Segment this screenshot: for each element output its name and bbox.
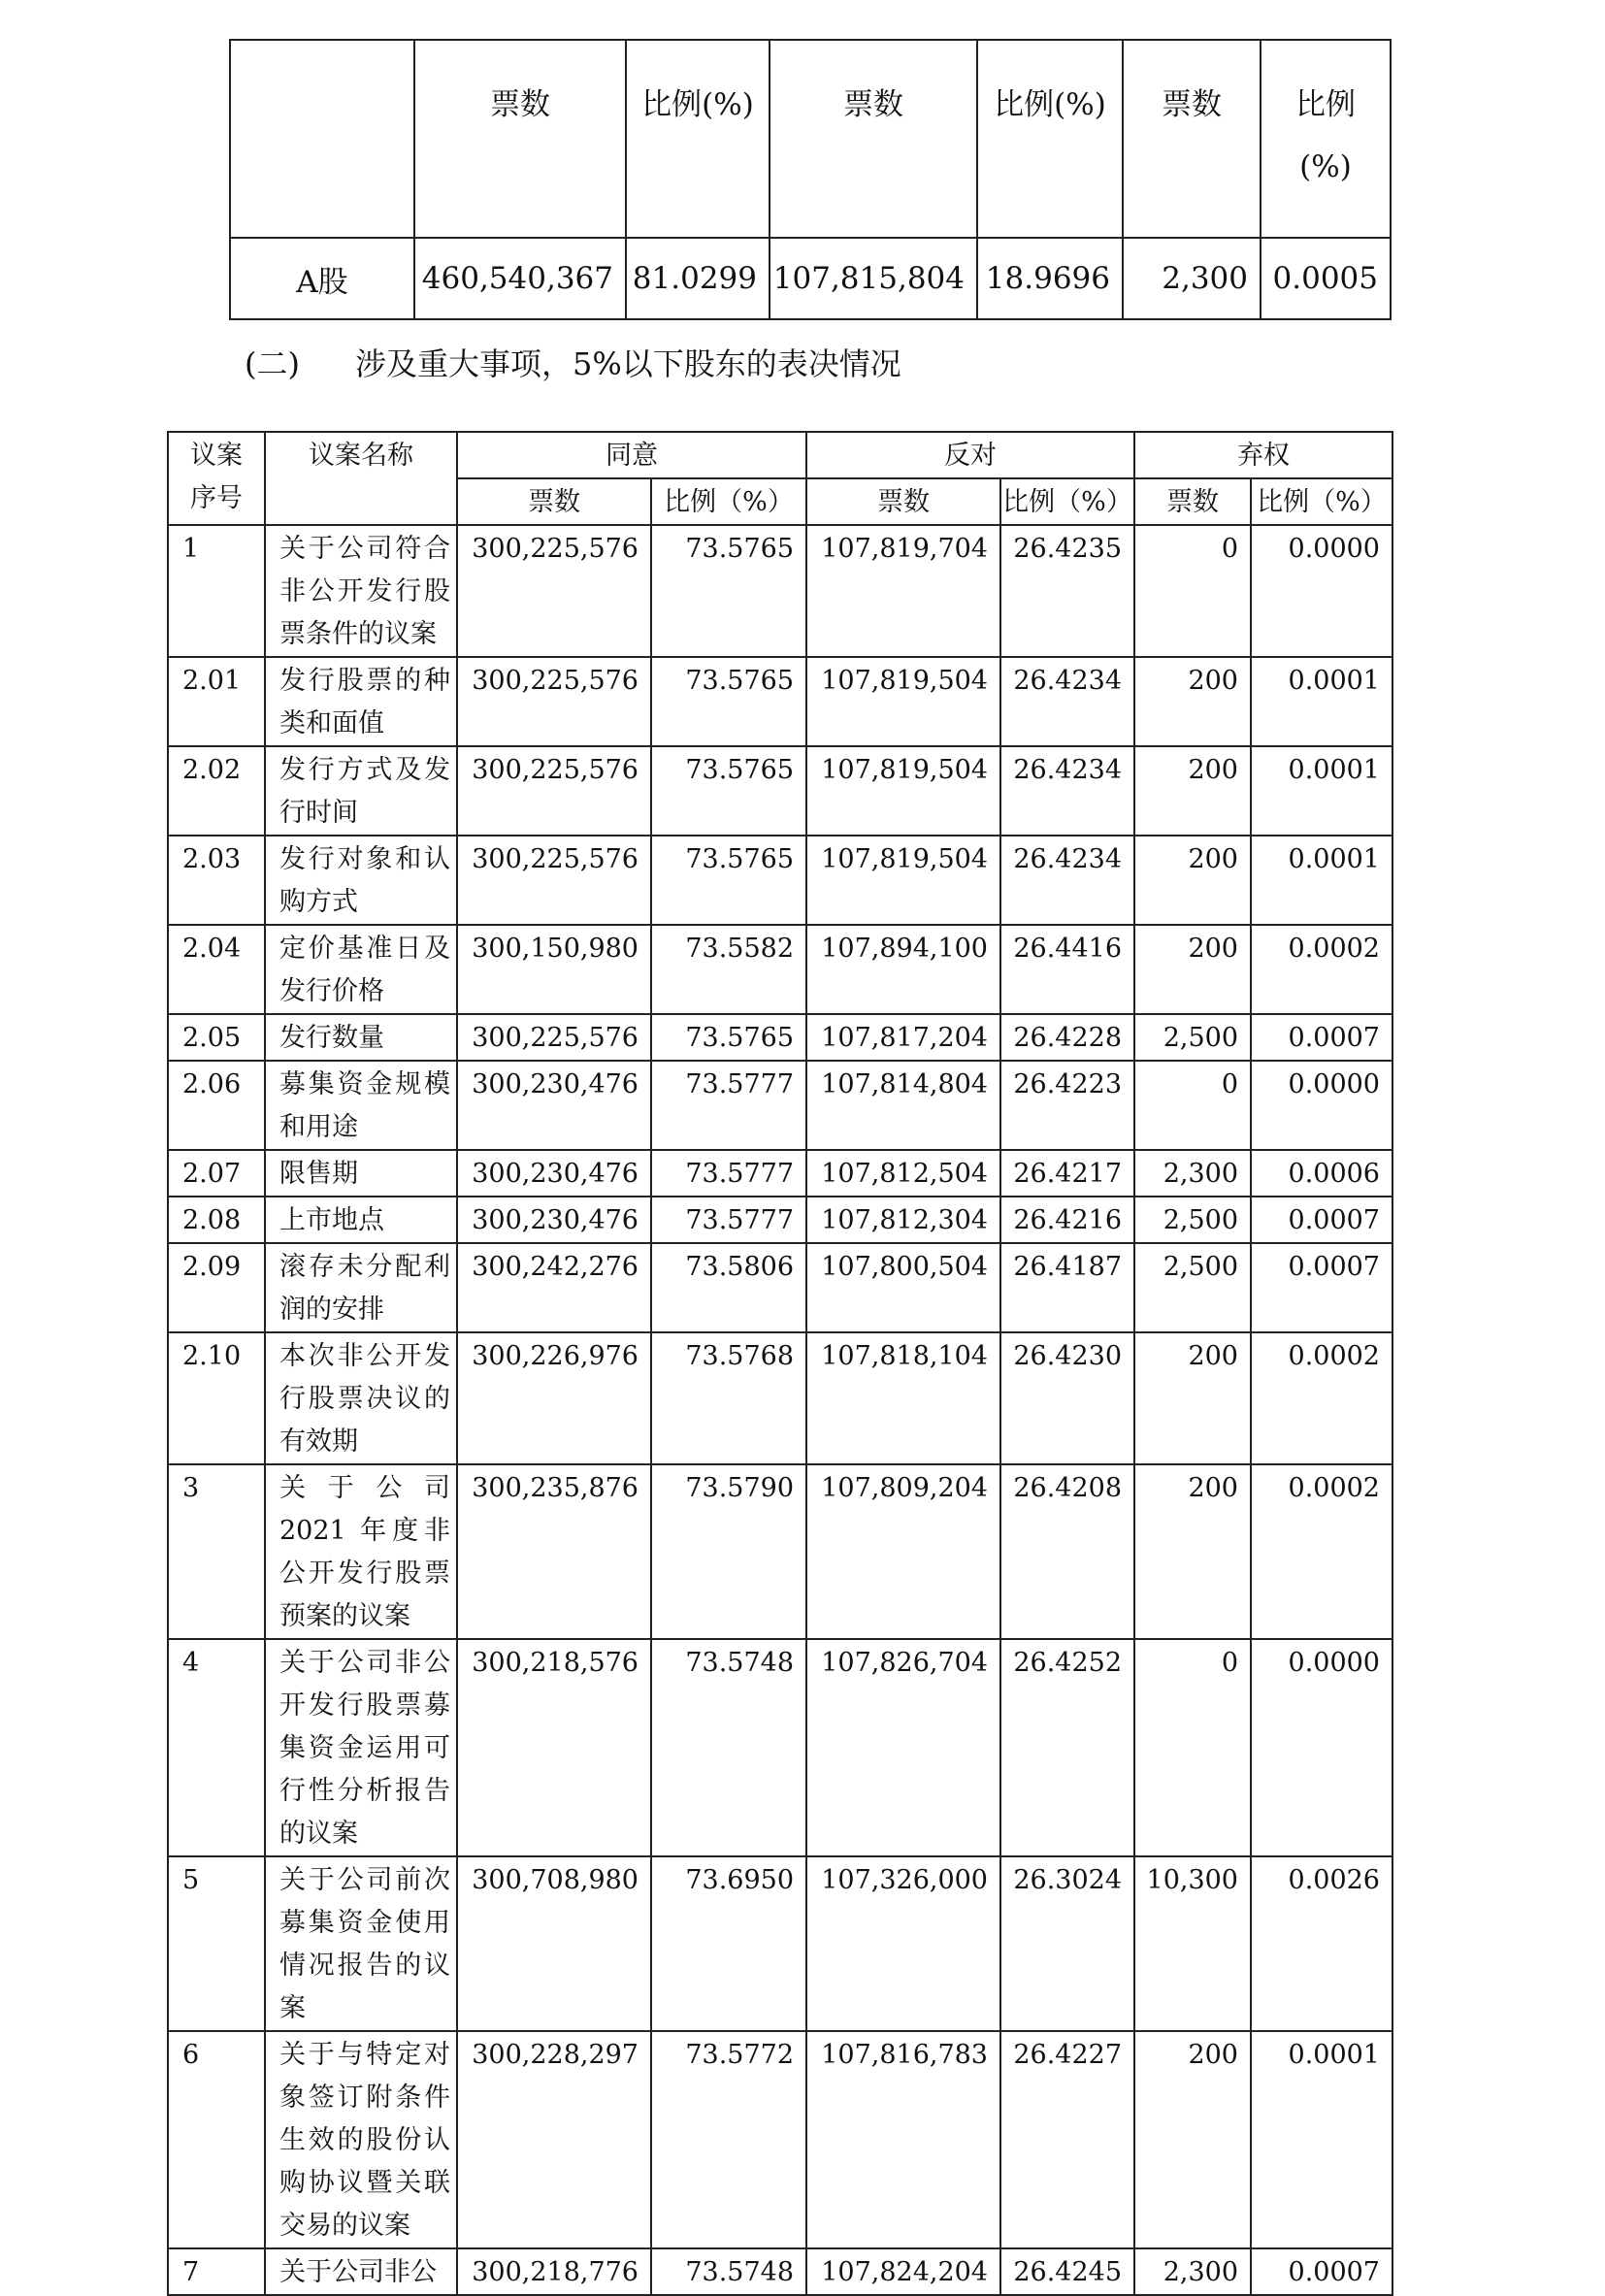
agree-votes: 300,150,980 bbox=[457, 925, 651, 1014]
abstain-votes: 200 bbox=[1134, 925, 1251, 1014]
abstain-votes: 200 bbox=[1134, 836, 1251, 925]
top-header-votes: 票数 bbox=[770, 40, 977, 238]
agree-votes: 300,225,576 bbox=[457, 836, 651, 925]
proposal-name: 关于与特定对象签订附条件生效的股份认购协议暨关联交易的议案 bbox=[265, 2031, 457, 2248]
sub-header-votes: 票数 bbox=[457, 478, 651, 525]
table-row bbox=[168, 746, 1392, 836]
oppose-votes: 107,894,100 bbox=[806, 925, 1000, 1014]
table-row bbox=[168, 1014, 1392, 1061]
abstain-votes: 200 bbox=[1134, 2031, 1251, 2248]
agree-ratio: 73.5768 bbox=[651, 1332, 806, 1464]
agree-votes: 300,708,980 bbox=[457, 1856, 651, 2031]
abstain-ratio: 0.0000 bbox=[1251, 1061, 1392, 1150]
oppose-votes: 107,819,504 bbox=[806, 657, 1000, 746]
cell: 81.0299 bbox=[626, 238, 770, 319]
abstain-votes: 2,300 bbox=[1134, 1150, 1251, 1197]
proposal-number: 2.07 bbox=[168, 1150, 265, 1197]
abstain-ratio: 0.0007 bbox=[1251, 1243, 1392, 1332]
oppose-votes: 107,800,504 bbox=[806, 1243, 1000, 1332]
cell: 0.0005 bbox=[1261, 238, 1391, 319]
top-header-ratio bbox=[1261, 40, 1391, 238]
proposal-name: 关 于 公 司 2021 年度非公开发行股票预案的议案 bbox=[265, 1464, 457, 1639]
table-row bbox=[168, 1243, 1392, 1332]
table-row bbox=[168, 525, 1392, 657]
table-body bbox=[168, 525, 1392, 2295]
abstain-votes: 200 bbox=[1134, 1332, 1251, 1464]
abstain-votes: 2,500 bbox=[1134, 1243, 1251, 1332]
share-class: A股 bbox=[230, 238, 414, 319]
table-row bbox=[168, 1332, 1392, 1464]
proposal-name: 滚存未分配利润的安排 bbox=[265, 1243, 457, 1332]
abstain-ratio: 0.0007 bbox=[1251, 1197, 1392, 1243]
table-row bbox=[168, 1150, 1392, 1197]
abstain-ratio: 0.0006 bbox=[1251, 1150, 1392, 1197]
proposal-name: 关于公司非公 bbox=[265, 2248, 457, 2295]
sub-header-ratio: 比例（%） bbox=[1000, 478, 1134, 525]
agree-votes: 300,218,576 bbox=[457, 1639, 651, 1856]
sub-header-votes: 票数 bbox=[806, 478, 1000, 525]
oppose-votes: 107,814,804 bbox=[806, 1061, 1000, 1150]
proposal-name: 关于公司前次募集资金使用情况报告的议案 bbox=[265, 1856, 457, 2031]
table-row bbox=[168, 1856, 1392, 2031]
top-header-votes: 票数 bbox=[414, 40, 626, 238]
agree-ratio: 73.5806 bbox=[651, 1243, 806, 1332]
agree-votes: 300,225,576 bbox=[457, 1014, 651, 1061]
oppose-votes: 107,816,783 bbox=[806, 2031, 1000, 2248]
col-header-number: 议案序号 bbox=[168, 432, 265, 525]
top-header-votes: 票数 bbox=[1123, 40, 1261, 238]
oppose-votes: 107,812,504 bbox=[806, 1150, 1000, 1197]
proposal-number: 2.08 bbox=[168, 1197, 265, 1243]
agree-votes: 300,230,476 bbox=[457, 1150, 651, 1197]
agree-ratio: 73.5777 bbox=[651, 1150, 806, 1197]
agree-ratio: 73.5765 bbox=[651, 657, 806, 746]
table-row bbox=[168, 836, 1392, 925]
proposal-number: 1 bbox=[168, 525, 265, 657]
abstain-ratio: 0.0000 bbox=[1251, 1639, 1392, 1856]
agree-votes: 300,226,976 bbox=[457, 1332, 651, 1464]
agree-ratio: 73.5748 bbox=[651, 1639, 806, 1856]
abstain-votes: 2,500 bbox=[1134, 1014, 1251, 1061]
table-row bbox=[168, 925, 1392, 1014]
abstain-votes: 2,500 bbox=[1134, 1197, 1251, 1243]
proposal-number: 4 bbox=[168, 1639, 265, 1856]
proposal-name: 本次非公开发行股票决议的有效期 bbox=[265, 1332, 457, 1464]
proposal-number: 7 bbox=[168, 2248, 265, 2295]
top-vote-table bbox=[229, 39, 1392, 320]
cell: 2,300 bbox=[1123, 238, 1261, 319]
agree-ratio: 73.5765 bbox=[651, 746, 806, 836]
abstain-votes: 200 bbox=[1134, 1464, 1251, 1639]
proposal-vote-table bbox=[167, 431, 1393, 2296]
oppose-ratio: 26.4230 bbox=[1000, 1332, 1134, 1464]
proposal-number: 2.10 bbox=[168, 1332, 265, 1464]
oppose-ratio: 26.4187 bbox=[1000, 1243, 1134, 1332]
col-header-name: 议案名称 bbox=[265, 432, 457, 525]
agree-ratio: 73.5765 bbox=[651, 525, 806, 657]
table-row bbox=[168, 1197, 1392, 1243]
proposal-number: 2.01 bbox=[168, 657, 265, 746]
agree-ratio: 73.5765 bbox=[651, 1014, 806, 1061]
agree-ratio: 73.6950 bbox=[651, 1856, 806, 2031]
proposal-number: 5 bbox=[168, 1856, 265, 2031]
proposal-name: 募集资金规模和用途 bbox=[265, 1061, 457, 1150]
agree-votes: 300,225,576 bbox=[457, 525, 651, 657]
proposal-name: 关于公司非公开发行股票募集资金运用可行性分析报告的议案 bbox=[265, 1639, 457, 1856]
oppose-votes: 107,819,504 bbox=[806, 836, 1000, 925]
oppose-ratio: 26.4234 bbox=[1000, 836, 1134, 925]
sub-header-ratio: 比例（%） bbox=[651, 478, 806, 525]
oppose-ratio: 26.4223 bbox=[1000, 1061, 1134, 1150]
table-row bbox=[168, 1464, 1392, 1639]
oppose-ratio: 26.4252 bbox=[1000, 1639, 1134, 1856]
table-row bbox=[168, 2248, 1392, 2295]
cell: 460,540,367 bbox=[414, 238, 626, 319]
abstain-ratio: 0.0002 bbox=[1251, 1332, 1392, 1464]
abstain-votes: 200 bbox=[1134, 746, 1251, 836]
col-group-abstain: 弃权 bbox=[1134, 432, 1392, 478]
top-header-ratio-unit: (%) bbox=[1299, 149, 1352, 184]
agree-votes: 300,228,297 bbox=[457, 2031, 651, 2248]
proposal-number: 2.06 bbox=[168, 1061, 265, 1150]
abstain-ratio: 0.0001 bbox=[1251, 836, 1392, 925]
abstain-votes: 0 bbox=[1134, 1639, 1251, 1856]
agree-votes: 300,225,576 bbox=[457, 657, 651, 746]
agree-votes: 300,230,476 bbox=[457, 1061, 651, 1150]
oppose-ratio: 26.4235 bbox=[1000, 525, 1134, 657]
abstain-ratio: 0.0001 bbox=[1251, 746, 1392, 836]
proposal-name: 发行对象和认购方式 bbox=[265, 836, 457, 925]
agree-ratio: 73.5790 bbox=[651, 1464, 806, 1639]
proposal-name: 关于公司符合非公开发行股票条件的议案 bbox=[265, 525, 457, 657]
proposal-name: 定价基准日及发行价格 bbox=[265, 925, 457, 1014]
proposal-number: 2.05 bbox=[168, 1014, 265, 1061]
table-row bbox=[168, 1639, 1392, 1856]
proposal-number: 2.03 bbox=[168, 836, 265, 925]
abstain-ratio: 0.0007 bbox=[1251, 1014, 1392, 1061]
agree-ratio: 73.5777 bbox=[651, 1061, 806, 1150]
section-number: (二) bbox=[245, 345, 300, 382]
proposal-number: 3 bbox=[168, 1464, 265, 1639]
oppose-ratio: 26.4416 bbox=[1000, 925, 1134, 1014]
oppose-ratio: 26.4216 bbox=[1000, 1197, 1134, 1243]
section-title: 涉及重大事项，5%以下股东的表决情况 bbox=[355, 345, 901, 382]
agree-ratio: 73.5765 bbox=[651, 836, 806, 925]
oppose-votes: 107,826,704 bbox=[806, 1639, 1000, 1856]
oppose-ratio: 26.4234 bbox=[1000, 746, 1134, 836]
oppose-votes: 107,812,304 bbox=[806, 1197, 1000, 1243]
oppose-votes: 107,809,204 bbox=[806, 1464, 1000, 1639]
abstain-votes: 0 bbox=[1134, 525, 1251, 657]
top-table-header-row bbox=[230, 40, 1391, 238]
table-row bbox=[168, 2031, 1392, 2248]
proposal-name: 发行数量 bbox=[265, 1014, 457, 1061]
proposal-number: 6 bbox=[168, 2031, 265, 2248]
table-row bbox=[168, 1061, 1392, 1150]
agree-votes: 300,242,276 bbox=[457, 1243, 651, 1332]
proposal-number: 2.02 bbox=[168, 746, 265, 836]
proposal-name: 限售期 bbox=[265, 1150, 457, 1197]
col-group-agree: 同意 bbox=[457, 432, 806, 478]
agree-votes: 300,230,476 bbox=[457, 1197, 651, 1243]
top-header-ratio-label: 比例 bbox=[1295, 87, 1356, 122]
proposal-name: 发行股票的种类和面值 bbox=[265, 657, 457, 746]
abstain-ratio: 0.0026 bbox=[1251, 1856, 1392, 2031]
sub-header-ratio: 比例（%） bbox=[1251, 478, 1392, 525]
oppose-votes: 107,818,104 bbox=[806, 1332, 1000, 1464]
abstain-votes: 10,300 bbox=[1134, 1856, 1251, 2031]
proposal-name: 上市地点 bbox=[265, 1197, 457, 1243]
agree-votes: 300,235,876 bbox=[457, 1464, 651, 1639]
oppose-ratio: 26.4245 bbox=[1000, 2248, 1134, 2295]
table-row bbox=[168, 657, 1392, 746]
top-header-ratio: 比例(%) bbox=[977, 40, 1123, 238]
proposal-number: 2.04 bbox=[168, 925, 265, 1014]
oppose-ratio: 26.4234 bbox=[1000, 657, 1134, 746]
oppose-ratio: 26.4227 bbox=[1000, 2031, 1134, 2248]
cell: 107,815,804 bbox=[770, 238, 977, 319]
oppose-votes: 107,824,204 bbox=[806, 2248, 1000, 2295]
agree-ratio: 73.5777 bbox=[651, 1197, 806, 1243]
top-header-empty bbox=[230, 40, 414, 238]
sub-header-votes: 票数 bbox=[1134, 478, 1251, 525]
col-group-oppose: 反对 bbox=[806, 432, 1134, 478]
top-table-data-row bbox=[230, 238, 1391, 319]
oppose-ratio: 26.3024 bbox=[1000, 1856, 1134, 2031]
abstain-votes: 0 bbox=[1134, 1061, 1251, 1150]
agree-votes: 300,218,776 bbox=[457, 2248, 651, 2295]
top-header-ratio: 比例(%) bbox=[626, 40, 770, 238]
abstain-ratio: 0.0001 bbox=[1251, 657, 1392, 746]
agree-ratio: 73.5748 bbox=[651, 2248, 806, 2295]
abstain-votes: 2,300 bbox=[1134, 2248, 1251, 2295]
oppose-votes: 107,817,204 bbox=[806, 1014, 1000, 1061]
section-heading bbox=[245, 340, 901, 384]
abstain-ratio: 0.0002 bbox=[1251, 1464, 1392, 1639]
agree-ratio: 73.5582 bbox=[651, 925, 806, 1014]
abstain-votes: 200 bbox=[1134, 657, 1251, 746]
abstain-ratio: 0.0007 bbox=[1251, 2248, 1392, 2295]
oppose-votes: 107,819,704 bbox=[806, 525, 1000, 657]
oppose-ratio: 26.4208 bbox=[1000, 1464, 1134, 1639]
oppose-ratio: 26.4217 bbox=[1000, 1150, 1134, 1197]
agree-ratio: 73.5772 bbox=[651, 2031, 806, 2248]
table-header-row bbox=[168, 432, 1392, 478]
oppose-ratio: 26.4228 bbox=[1000, 1014, 1134, 1061]
oppose-votes: 107,819,504 bbox=[806, 746, 1000, 836]
oppose-votes: 107,326,000 bbox=[806, 1856, 1000, 2031]
cell: 18.9696 bbox=[977, 238, 1123, 319]
proposal-name: 发行方式及发行时间 bbox=[265, 746, 457, 836]
abstain-ratio: 0.0001 bbox=[1251, 2031, 1392, 2248]
abstain-ratio: 0.0002 bbox=[1251, 925, 1392, 1014]
agree-votes: 300,225,576 bbox=[457, 746, 651, 836]
abstain-ratio: 0.0000 bbox=[1251, 525, 1392, 657]
proposal-number: 2.09 bbox=[168, 1243, 265, 1332]
